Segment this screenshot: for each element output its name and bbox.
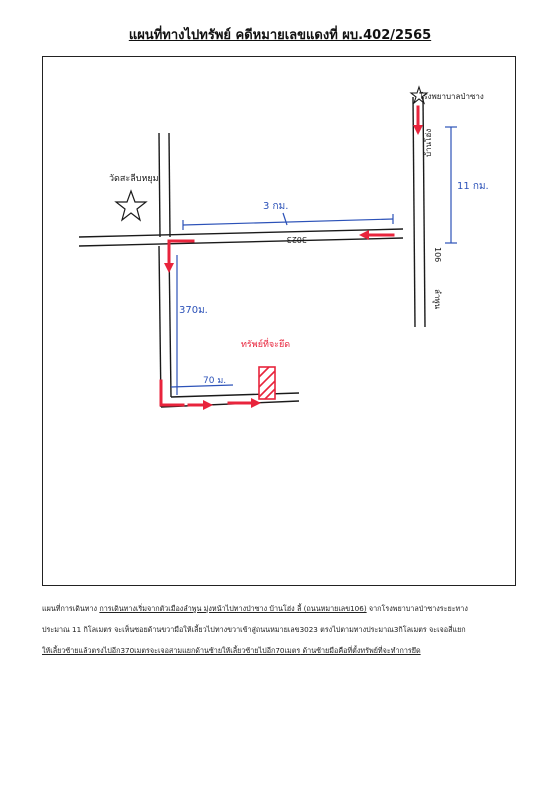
map-frame — [42, 56, 516, 586]
description-line-1: แผนที่การเดินทาง การเดินทางเริ่มจากตัวเมืองลำพูน มุ่งหน้าไปทางป่าซาง บ้านโฮ่ง ลี้ (ถนนหมายเลข106) จากโรงพยาบาลป่าซางระยะทาง — [42, 604, 468, 613]
dist-70m-label: 70 ม. — [203, 376, 227, 386]
dist-3km-label: 3 กม. — [263, 201, 289, 212]
road-3023-label: 3023 — [286, 235, 307, 244]
temple-label: วัดสะลีบหยุม — [109, 174, 159, 184]
description-line-2: ประมาณ 11 กิโลเมตร จะเห็นซอยด้านขวามือให้เลี้ยวไปทางขวาเข้าสู่ถนนหมายเลข3023 ตรงไปตามทางประมาณ3กิโลเมตร จะเจอสี่แยก — [42, 625, 466, 634]
route-arrows — [161, 107, 423, 410]
dir-south-label: ลำพูน — [433, 289, 442, 310]
dist-370m-label: 370ม. — [179, 305, 208, 316]
measure-11km — [445, 127, 457, 243]
page-title: แผนที่ทางไปทรัพย์ คดีหมายเลขแดงที่ ผบ.402/2565 — [128, 28, 432, 43]
route-map — [43, 57, 517, 587]
hospital-label: โรงพยาบาลป่าซาง — [419, 92, 484, 101]
property-label: ทรัพย์ที่จะยึด — [241, 340, 291, 350]
temple-star-icon — [116, 191, 146, 220]
road-106-label: 106 — [433, 247, 442, 263]
road-3023 — [79, 229, 403, 246]
dir-north-label: บ้านโฮ่ง — [424, 128, 433, 157]
description-line-3: ให้เลี้ยวซ้ายแล้วตรงไปอีก370เมตรจะเจอสามแยกด้านซ้ายให้เลี้ยวซ้ายไปอีก70เมตร ด้านซ้ายมือคือที่ตั้งทรัพย์ที่จะทำการยึด — [42, 646, 421, 655]
measure-3km — [183, 213, 393, 230]
route-description — [42, 598, 522, 661]
property-marker — [259, 367, 275, 399]
dist-11km-label: 11 กม. — [457, 181, 489, 192]
